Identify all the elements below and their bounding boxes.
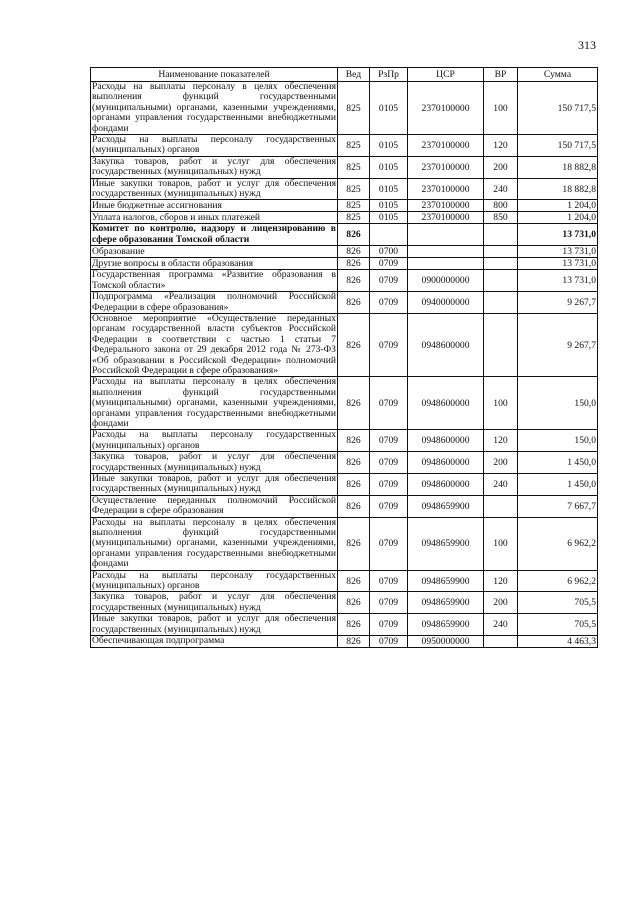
- row-csr-cell: 0948659900: [408, 517, 484, 570]
- row-vr-cell: [484, 258, 518, 270]
- row-ved-cell: 826: [338, 224, 370, 246]
- row-name-cell: Осуществление переданных полномочий Российской Федерации в сфере образования: [92, 494, 336, 517]
- row-name-cell: Иные закупки товаров, работ и услуг для обеспечения государственных (муниципальных) нужд: [92, 613, 336, 635]
- row-sum-cell: 1 450,0: [518, 452, 598, 474]
- row-vr-cell: [484, 292, 518, 314]
- row-sum-cell: 4 463,3: [518, 636, 598, 648]
- row-ved-cell: 826: [338, 377, 370, 430]
- header-name: Наименование показателей: [91, 68, 338, 82]
- table-row: [91, 517, 598, 570]
- row-name-cell: Иные бюджетные ассигнования: [91, 200, 338, 212]
- table-row: [91, 495, 598, 517]
- row-sum-cell: 9 267,7: [518, 292, 598, 314]
- row-ved-cell: 826: [338, 452, 370, 474]
- row-csr-cell: 2370100000: [408, 156, 484, 178]
- row-name-cell: Государственная программа «Развитие образования в Томской области»: [92, 269, 336, 291]
- row-ved-cell: 826: [338, 246, 370, 258]
- row-csr-cell: 0948659900: [408, 592, 484, 614]
- row-ved-cell: 826: [338, 270, 370, 292]
- row-sum-cell: 13 731,0: [518, 246, 598, 258]
- table-body: [91, 82, 598, 648]
- row-csr-cell: 2370100000: [408, 135, 484, 157]
- row-vr-cell: 800: [484, 200, 518, 212]
- row-sum-cell: 7 667,7: [518, 495, 598, 517]
- row-vr-cell: 100: [484, 82, 518, 135]
- row-ved-cell: 825: [338, 200, 370, 212]
- row-csr-cell: 2370100000: [408, 200, 484, 212]
- row-rzpr-cell: 0709: [370, 495, 408, 517]
- row-csr-cell: [408, 246, 484, 258]
- row-name-cell: Расходы на выплаты персоналу государственных (муниципальных) органов: [92, 569, 336, 592]
- row-rzpr-cell: 0700: [370, 246, 408, 258]
- row-sum-cell: 705,5: [518, 614, 598, 636]
- row-rzpr-cell: 0709: [370, 592, 408, 614]
- row-rzpr-cell: 0709: [370, 313, 408, 376]
- row-rzpr-cell: 0709: [370, 452, 408, 474]
- row-rzpr-cell: 0105: [370, 82, 408, 135]
- row-rzpr-cell: 0709: [370, 377, 408, 430]
- row-name-cell: Уплата налогов, сборов и иных платежей: [91, 212, 338, 224]
- row-rzpr-cell: 0709: [370, 614, 408, 636]
- row-rzpr-cell: [370, 224, 408, 246]
- row-name-cell: Иные закупки товаров, работ и услуг для обеспечения государственных (муниципальных) нужд: [92, 177, 336, 200]
- row-rzpr-cell: 0709: [370, 292, 408, 314]
- row-vr-cell: [484, 224, 518, 246]
- row-vr-cell: 100: [484, 517, 518, 570]
- row-ved-cell: 826: [338, 636, 370, 648]
- row-name-cell: Обеспечивающая подпрограмма: [91, 636, 338, 648]
- table-row: [91, 452, 598, 474]
- row-name-cell: Расходы на выплаты персоналу в целях обеспечения выполнения функций государственными (муниципальными) органами, казенными учреждениями, органами управления государственными внебюджетными фондами: [92, 376, 336, 429]
- row-sum-cell: 1 204,0: [518, 200, 598, 212]
- row-rzpr-cell: 0709: [370, 270, 408, 292]
- row-sum-cell: 150 717,5: [518, 135, 598, 157]
- row-name-cell: Закупка товаров, работ и услуг для обеспечения государственных (муниципальных) нужд: [92, 155, 336, 178]
- row-rzpr-cell: 0105: [370, 135, 408, 157]
- row-ved-cell: 825: [338, 156, 370, 178]
- table-row: [91, 292, 598, 314]
- table-row: [91, 592, 598, 614]
- row-ved-cell: 826: [338, 570, 370, 592]
- row-vr-cell: 240: [484, 178, 518, 200]
- header-csr: ЦСР: [408, 68, 484, 82]
- row-sum-cell: 1 450,0: [518, 474, 598, 496]
- row-csr-cell: [408, 258, 484, 270]
- row-sum-cell: 9 267,7: [518, 313, 598, 376]
- row-rzpr-cell: 0105: [370, 200, 408, 212]
- row-ved-cell: 825: [338, 178, 370, 200]
- row-sum-cell: 150,0: [518, 377, 598, 430]
- row-rzpr-cell: 0709: [370, 474, 408, 496]
- row-name-cell: Закупка товаров, работ и услуг для обеспечения государственных (муниципальных) нужд: [92, 451, 336, 473]
- row-ved-cell: 826: [338, 292, 370, 314]
- row-rzpr-cell: 0105: [370, 178, 408, 200]
- row-sum-cell: 13 731,0: [518, 224, 598, 246]
- table-row: [91, 614, 598, 636]
- row-name-cell: Расходы на выплаты персоналу в целях обеспечения выполнения функций государственными (муниципальными) органами, казенными учреждениями, органами управления государственными внебюджетными фондами: [92, 516, 336, 570]
- table-row: [91, 178, 598, 200]
- row-sum-cell: 1 204,0: [518, 212, 598, 224]
- row-rzpr-cell: 0709: [370, 517, 408, 570]
- table-row: [91, 430, 598, 452]
- row-sum-cell: 150,0: [518, 430, 598, 452]
- table-row: [91, 82, 598, 135]
- row-rzpr-cell: 0709: [370, 636, 408, 648]
- row-ved-cell: 826: [338, 517, 370, 570]
- row-name-cell: Подпрограмма «Реализация полномочий Российской Федерации в сфере образования»: [92, 291, 336, 313]
- row-rzpr-cell: 0709: [370, 570, 408, 592]
- row-vr-cell: 120: [484, 135, 518, 157]
- row-csr-cell: [408, 224, 484, 246]
- row-name-cell: Иные закупки товаров, работ и услуг для обеспечения государственных (муниципальных) нужд: [92, 473, 336, 495]
- row-ved-cell: 825: [338, 135, 370, 157]
- row-vr-cell: 120: [484, 430, 518, 452]
- table-row: [91, 570, 598, 592]
- row-csr-cell: 2370100000: [408, 212, 484, 224]
- row-vr-cell: [484, 495, 518, 517]
- row-sum-cell: 705,5: [518, 592, 598, 614]
- row-vr-cell: 850: [484, 212, 518, 224]
- row-csr-cell: 0900000000: [408, 270, 484, 292]
- row-vr-cell: 200: [484, 592, 518, 614]
- row-name-cell: Образование: [91, 246, 338, 258]
- row-csr-cell: 0948659900: [408, 614, 484, 636]
- row-sum-cell: 6 962,2: [518, 517, 598, 570]
- row-rzpr-cell: 0105: [370, 212, 408, 224]
- header-rzpr: РзПр: [370, 68, 408, 82]
- row-vr-cell: 100: [484, 377, 518, 430]
- row-csr-cell: 0948659900: [408, 570, 484, 592]
- row-csr-cell: 2370100000: [408, 178, 484, 200]
- row-ved-cell: 826: [338, 313, 370, 376]
- row-vr-cell: 200: [484, 452, 518, 474]
- header-vr: ВР: [484, 68, 518, 82]
- row-sum-cell: 13 731,0: [518, 270, 598, 292]
- row-sum-cell: 13 731,0: [518, 258, 598, 270]
- row-ved-cell: 825: [338, 82, 370, 135]
- row-name-cell: Комитет по контролю, надзору и лицензированию в сфере образования Томской области: [92, 223, 336, 245]
- header-ved: Вед: [338, 68, 370, 82]
- row-csr-cell: 0948600000: [408, 430, 484, 452]
- header-sum: Сумма: [518, 68, 598, 82]
- row-ved-cell: 826: [338, 258, 370, 270]
- row-ved-cell: 826: [338, 614, 370, 636]
- table-row: [91, 474, 598, 496]
- row-name-cell: Другие вопросы в области образования: [91, 258, 338, 270]
- row-csr-cell: 0948600000: [408, 452, 484, 474]
- row-vr-cell: 120: [484, 570, 518, 592]
- row-csr-cell: 0950000000: [408, 636, 484, 648]
- row-name-cell: Расходы на выплаты персоналу государственных (муниципальных) органов: [92, 429, 336, 451]
- row-sum-cell: 6 962,2: [518, 570, 598, 592]
- table-row: [91, 200, 598, 212]
- row-ved-cell: 826: [338, 430, 370, 452]
- row-rzpr-cell: 0105: [370, 156, 408, 178]
- table-row: [91, 135, 598, 157]
- row-ved-cell: 825: [338, 212, 370, 224]
- row-name-cell: Основное мероприятие «Осуществление переданных органам государственной власти субъектов Российской Федерации в соответствии с частью 1 статьи 7 Федерального закона от 29 декабря 2012 года № 273-ФЗ «Об образовании в Российской Федерации» полномочий Российской Федерации в сфере образования»: [92, 312, 336, 376]
- table-row: [91, 224, 598, 246]
- table-row: [91, 258, 598, 270]
- row-ved-cell: 826: [338, 474, 370, 496]
- row-sum-cell: 150 717,5: [518, 82, 598, 135]
- table-row: [91, 313, 598, 376]
- table-row: [91, 270, 598, 292]
- row-ved-cell: 826: [338, 495, 370, 517]
- row-vr-cell: [484, 313, 518, 376]
- row-rzpr-cell: 0709: [370, 430, 408, 452]
- row-vr-cell: [484, 270, 518, 292]
- row-vr-cell: 240: [484, 474, 518, 496]
- row-csr-cell: 0948600000: [408, 377, 484, 430]
- row-vr-cell: 240: [484, 614, 518, 636]
- row-sum-cell: 18 882,8: [518, 156, 598, 178]
- row-csr-cell: 0948600000: [408, 313, 484, 376]
- row-csr-cell: 0940000000: [408, 292, 484, 314]
- table-row: [91, 636, 598, 648]
- row-sum-cell: 18 882,8: [518, 178, 598, 200]
- table-row: [91, 246, 598, 258]
- row-ved-cell: 826: [338, 592, 370, 614]
- row-name-cell: Расходы на выплаты персоналу в целях обеспечения выполнения функций государственными (муниципальными) органами, казенными учреждениями, органами управления государственными внебюджетными фондами: [92, 81, 336, 134]
- row-csr-cell: 0948659900: [408, 495, 484, 517]
- budget-table: [90, 67, 598, 648]
- row-csr-cell: 2370100000: [408, 82, 484, 135]
- row-name-cell: Закупка товаров, работ и услуг для обеспечения государственных (муниципальных) нужд: [92, 591, 336, 613]
- table-row: [91, 377, 598, 430]
- table-header-row: [91, 68, 598, 82]
- table-row: [91, 156, 598, 178]
- table-row: [91, 212, 598, 224]
- row-csr-cell: 0948600000: [408, 474, 484, 496]
- page-number: 313: [578, 38, 596, 52]
- row-rzpr-cell: 0709: [370, 258, 408, 270]
- row-vr-cell: [484, 636, 518, 648]
- row-name-cell: Расходы на выплаты персоналу государственных (муниципальных) органов: [92, 134, 336, 156]
- row-vr-cell: [484, 246, 518, 258]
- row-vr-cell: 200: [484, 156, 518, 178]
